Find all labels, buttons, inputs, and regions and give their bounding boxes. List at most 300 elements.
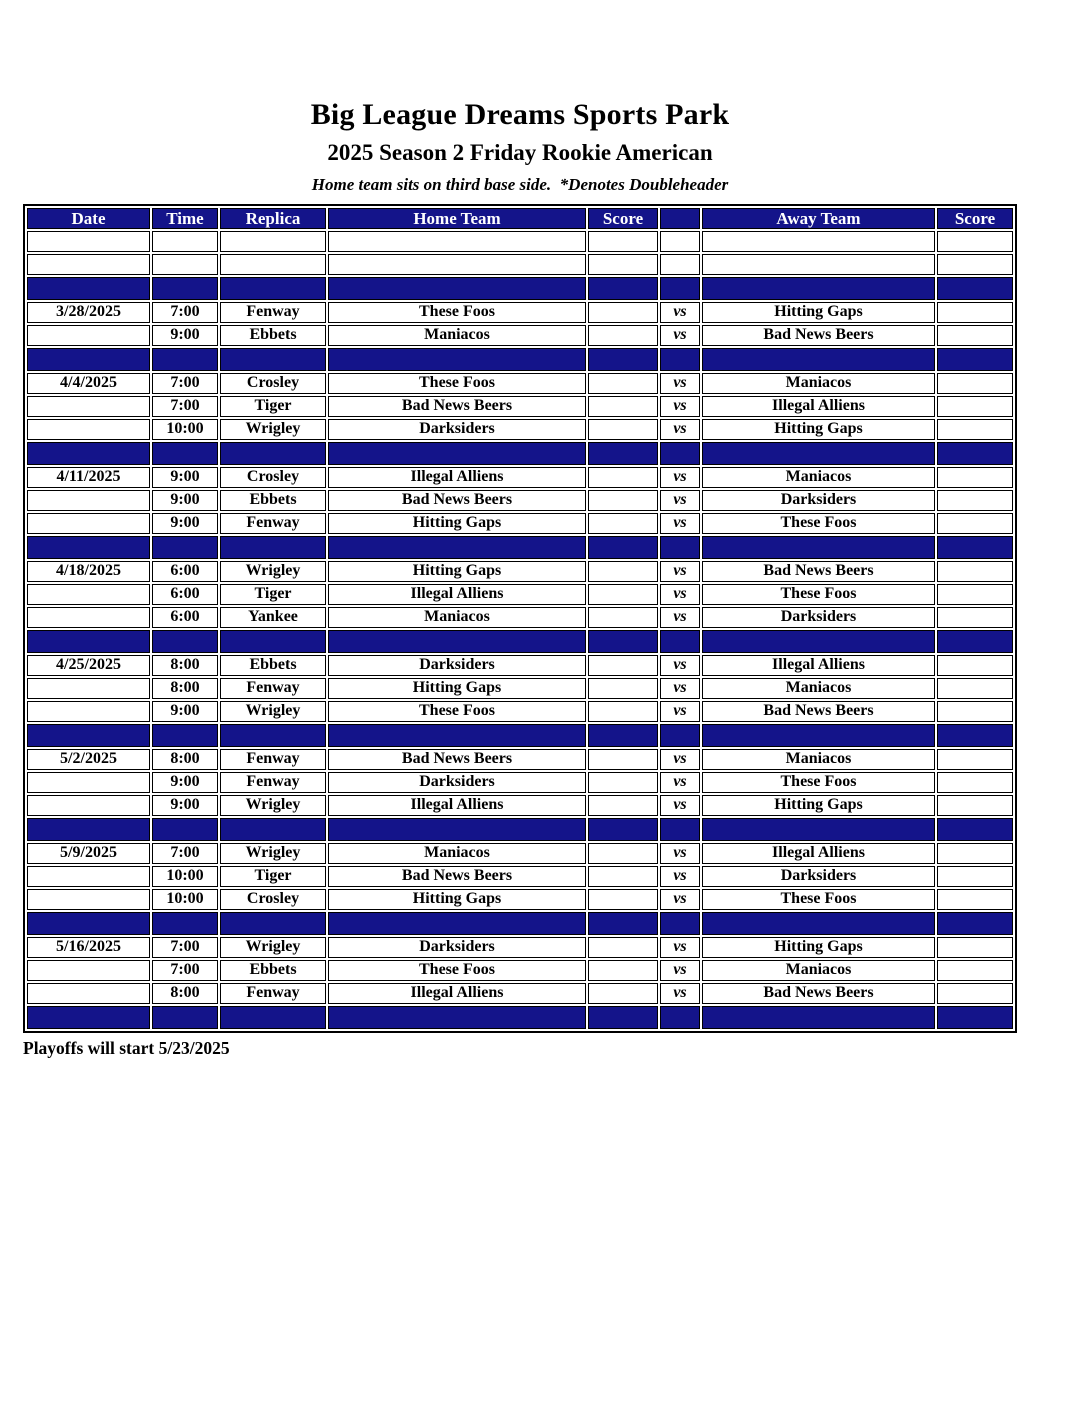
away-team-cell: Bad News Beers xyxy=(702,561,935,582)
date-cell: 4/18/2025 xyxy=(27,561,150,582)
away-score-cell xyxy=(937,442,1013,465)
col-header-vs xyxy=(660,208,700,229)
time-cell xyxy=(152,912,218,935)
home-team-cell: Illegal Alliens xyxy=(328,467,586,488)
vs-cell: vs xyxy=(660,960,700,981)
home-team-cell xyxy=(328,348,586,371)
away-team-cell xyxy=(702,818,935,841)
replica-cell: Fenway xyxy=(220,772,326,793)
home-team-cell: Bad News Beers xyxy=(328,866,586,887)
home-team-cell: Bad News Beers xyxy=(328,396,586,417)
away-score-cell xyxy=(937,630,1013,653)
vs-cell xyxy=(660,912,700,935)
replica-cell xyxy=(220,348,326,371)
home-score-cell xyxy=(588,1006,658,1029)
home-team-cell: Maniacos xyxy=(328,325,586,346)
time-cell: 8:00 xyxy=(152,983,218,1004)
col-header-time: Time xyxy=(152,208,218,229)
time-cell: 9:00 xyxy=(152,490,218,511)
vs-cell: vs xyxy=(660,467,700,488)
time-cell xyxy=(152,442,218,465)
replica-cell: Ebbets xyxy=(220,490,326,511)
home-score-cell xyxy=(588,630,658,653)
home-score-cell xyxy=(588,277,658,300)
away-team-cell xyxy=(702,724,935,747)
game-row xyxy=(27,467,1013,488)
replica-cell: Wrigley xyxy=(220,419,326,440)
home-team-cell: Darksiders xyxy=(328,937,586,958)
vs-cell: vs xyxy=(660,889,700,910)
time-cell: 9:00 xyxy=(152,701,218,722)
vs-cell xyxy=(660,277,700,300)
replica-cell: Yankee xyxy=(220,607,326,628)
col-header-away-score: Score xyxy=(937,208,1013,229)
away-score-cell xyxy=(937,912,1013,935)
separator-row xyxy=(27,630,1013,653)
away-score-cell xyxy=(937,960,1013,981)
time-cell: 9:00 xyxy=(152,795,218,816)
time-cell: 9:00 xyxy=(152,513,218,534)
game-row xyxy=(27,419,1013,440)
date-cell xyxy=(27,818,150,841)
home-score-cell xyxy=(588,467,658,488)
home-team-cell: Illegal Alliens xyxy=(328,983,586,1004)
replica-cell: Ebbets xyxy=(220,325,326,346)
col-header-away-team: Away Team xyxy=(702,208,935,229)
game-row xyxy=(27,513,1013,534)
home-score-cell xyxy=(588,302,658,323)
vs-cell: vs xyxy=(660,701,700,722)
replica-cell xyxy=(220,442,326,465)
time-cell: 10:00 xyxy=(152,419,218,440)
home-team-cell xyxy=(328,231,586,252)
away-team-cell: These Foos xyxy=(702,513,935,534)
game-row xyxy=(27,843,1013,864)
away-team-cell: Darksiders xyxy=(702,866,935,887)
vs-cell xyxy=(660,442,700,465)
replica-cell: Tiger xyxy=(220,396,326,417)
date-cell xyxy=(27,983,150,1004)
date-cell xyxy=(27,772,150,793)
vs-cell xyxy=(660,818,700,841)
replica-cell: Fenway xyxy=(220,983,326,1004)
game-row xyxy=(27,490,1013,511)
replica-cell: Crosley xyxy=(220,889,326,910)
page-subtitle: 2025 Season 2 Friday Rookie American xyxy=(327,140,713,165)
away-score-cell xyxy=(937,607,1013,628)
home-team-cell xyxy=(328,1006,586,1029)
away-team-cell: Illegal Alliens xyxy=(702,843,935,864)
away-score-cell xyxy=(937,277,1013,300)
away-team-cell xyxy=(702,442,935,465)
game-row xyxy=(27,302,1013,323)
date-cell xyxy=(27,912,150,935)
home-score-cell xyxy=(588,701,658,722)
away-score-cell xyxy=(937,983,1013,1004)
date-cell xyxy=(27,419,150,440)
date-cell xyxy=(27,630,150,653)
game-row xyxy=(27,373,1013,394)
replica-cell: Fenway xyxy=(220,302,326,323)
away-score-cell xyxy=(937,772,1013,793)
home-team-cell: Hitting Gaps xyxy=(328,561,586,582)
away-score-cell xyxy=(937,254,1013,275)
home-score-cell xyxy=(588,490,658,511)
vs-cell xyxy=(660,231,700,252)
time-cell xyxy=(152,277,218,300)
date-cell xyxy=(27,442,150,465)
home-score-cell xyxy=(588,843,658,864)
replica-cell: Fenway xyxy=(220,513,326,534)
vs-cell: vs xyxy=(660,419,700,440)
away-team-cell: Bad News Beers xyxy=(702,983,935,1004)
date-cell xyxy=(27,536,150,559)
home-score-cell xyxy=(588,960,658,981)
away-team-cell xyxy=(702,630,935,653)
col-header-replica: Replica xyxy=(220,208,326,229)
game-row xyxy=(27,561,1013,582)
away-team-cell: Maniacos xyxy=(702,467,935,488)
home-team-cell: Hitting Gaps xyxy=(328,678,586,699)
date-cell xyxy=(27,277,150,300)
away-team-cell xyxy=(702,231,935,252)
separator-row xyxy=(27,724,1013,747)
date-cell: 3/28/2025 xyxy=(27,302,150,323)
vs-cell: vs xyxy=(660,396,700,417)
replica-cell xyxy=(220,536,326,559)
replica-cell xyxy=(220,277,326,300)
vs-cell: vs xyxy=(660,584,700,605)
vs-cell: vs xyxy=(660,607,700,628)
home-team-cell: Hitting Gaps xyxy=(328,513,586,534)
home-score-cell xyxy=(588,772,658,793)
date-cell xyxy=(27,795,150,816)
vs-cell xyxy=(660,536,700,559)
time-cell: 9:00 xyxy=(152,325,218,346)
header-row xyxy=(27,208,1013,229)
blank-row xyxy=(27,254,1013,275)
home-team-cell xyxy=(328,630,586,653)
away-score-cell xyxy=(937,701,1013,722)
page-title: Big League Dreams Sports Park xyxy=(310,98,730,131)
vs-cell: vs xyxy=(660,373,700,394)
time-cell: 7:00 xyxy=(152,373,218,394)
time-cell xyxy=(152,231,218,252)
date-cell xyxy=(27,254,150,275)
away-score-cell xyxy=(937,724,1013,747)
away-score-cell xyxy=(937,795,1013,816)
replica-cell xyxy=(220,724,326,747)
footer-note: Playoffs will start 5/23/2025 xyxy=(23,1037,230,1058)
away-score-cell xyxy=(937,373,1013,394)
game-row xyxy=(27,960,1013,981)
time-cell xyxy=(152,348,218,371)
separator-row xyxy=(27,1006,1013,1029)
away-team-cell: Hitting Gaps xyxy=(702,419,935,440)
home-score-cell xyxy=(588,678,658,699)
replica-cell: Wrigley xyxy=(220,937,326,958)
away-team-cell: Darksiders xyxy=(702,490,935,511)
time-cell: 7:00 xyxy=(152,937,218,958)
home-team-cell: Darksiders xyxy=(328,419,586,440)
game-row xyxy=(27,655,1013,676)
vs-cell: vs xyxy=(660,678,700,699)
away-score-cell xyxy=(937,396,1013,417)
away-score-cell xyxy=(937,937,1013,958)
home-team-cell xyxy=(328,254,586,275)
home-score-cell xyxy=(588,254,658,275)
home-score-cell xyxy=(588,795,658,816)
away-score-cell xyxy=(937,348,1013,371)
replica-cell: Crosley xyxy=(220,467,326,488)
away-score-cell xyxy=(937,1006,1013,1029)
away-team-cell: Darksiders xyxy=(702,607,935,628)
vs-cell: vs xyxy=(660,937,700,958)
game-row xyxy=(27,325,1013,346)
home-score-cell xyxy=(588,983,658,1004)
away-team-cell: Bad News Beers xyxy=(702,325,935,346)
date-cell xyxy=(27,866,150,887)
date-cell xyxy=(27,724,150,747)
replica-cell xyxy=(220,630,326,653)
vs-cell: vs xyxy=(660,866,700,887)
date-cell: 5/16/2025 xyxy=(27,937,150,958)
away-score-cell xyxy=(937,419,1013,440)
game-row xyxy=(27,396,1013,417)
vs-cell xyxy=(660,724,700,747)
date-cell: 4/25/2025 xyxy=(27,655,150,676)
vs-cell xyxy=(660,1006,700,1029)
game-row xyxy=(27,678,1013,699)
time-cell: 7:00 xyxy=(152,960,218,981)
schedule-body xyxy=(27,231,1013,1029)
vs-cell: vs xyxy=(660,302,700,323)
vs-cell: vs xyxy=(660,513,700,534)
date-cell: 4/11/2025 xyxy=(27,467,150,488)
date-cell xyxy=(27,396,150,417)
away-score-cell xyxy=(937,561,1013,582)
date-cell: 4/4/2025 xyxy=(27,373,150,394)
separator-row xyxy=(27,348,1013,371)
game-row xyxy=(27,983,1013,1004)
home-team-cell: These Foos xyxy=(328,701,586,722)
date-cell xyxy=(27,1006,150,1029)
replica-cell xyxy=(220,818,326,841)
date-cell xyxy=(27,584,150,605)
away-team-cell: Maniacos xyxy=(702,960,935,981)
vs-cell: vs xyxy=(660,490,700,511)
date-cell xyxy=(27,678,150,699)
home-team-cell xyxy=(328,442,586,465)
home-team-cell: Illegal Alliens xyxy=(328,795,586,816)
home-score-cell xyxy=(588,419,658,440)
game-row xyxy=(27,937,1013,958)
home-score-cell xyxy=(588,442,658,465)
schedule-table xyxy=(23,204,1017,1033)
game-row xyxy=(27,607,1013,628)
home-score-cell xyxy=(588,231,658,252)
replica-cell: Fenway xyxy=(220,749,326,770)
home-score-cell xyxy=(588,607,658,628)
away-score-cell xyxy=(937,749,1013,770)
home-team-cell xyxy=(328,277,586,300)
game-row xyxy=(27,866,1013,887)
time-cell: 10:00 xyxy=(152,889,218,910)
vs-cell: vs xyxy=(660,843,700,864)
page xyxy=(23,0,1017,1058)
away-score-cell xyxy=(937,467,1013,488)
date-cell xyxy=(27,960,150,981)
vs-cell: vs xyxy=(660,655,700,676)
home-team-cell: These Foos xyxy=(328,960,586,981)
vs-cell xyxy=(660,630,700,653)
replica-cell xyxy=(220,254,326,275)
replica-cell xyxy=(220,231,326,252)
date-cell xyxy=(27,889,150,910)
replica-cell: Wrigley xyxy=(220,843,326,864)
away-score-cell xyxy=(937,536,1013,559)
away-score-cell xyxy=(937,655,1013,676)
game-row xyxy=(27,749,1013,770)
away-team-cell: Illegal Alliens xyxy=(702,655,935,676)
replica-cell: Ebbets xyxy=(220,655,326,676)
vs-cell xyxy=(660,254,700,275)
home-team-cell: These Foos xyxy=(328,373,586,394)
replica-cell: Tiger xyxy=(220,866,326,887)
time-cell: 7:00 xyxy=(152,843,218,864)
separator-row xyxy=(27,277,1013,300)
home-team-cell xyxy=(328,912,586,935)
col-header-home-team: Home Team xyxy=(328,208,586,229)
home-team-cell xyxy=(328,536,586,559)
home-score-cell xyxy=(588,912,658,935)
home-score-cell xyxy=(588,655,658,676)
replica-cell: Wrigley xyxy=(220,701,326,722)
home-score-cell xyxy=(588,536,658,559)
vs-cell: vs xyxy=(660,772,700,793)
replica-cell: Fenway xyxy=(220,678,326,699)
replica-cell xyxy=(220,912,326,935)
home-score-cell xyxy=(588,724,658,747)
home-score-cell xyxy=(588,396,658,417)
away-score-cell xyxy=(937,231,1013,252)
away-score-cell xyxy=(937,818,1013,841)
separator-row xyxy=(27,818,1013,841)
time-cell xyxy=(152,254,218,275)
home-score-cell xyxy=(588,373,658,394)
away-score-cell xyxy=(937,302,1013,323)
away-team-cell xyxy=(702,536,935,559)
date-cell xyxy=(27,490,150,511)
date-cell: 5/9/2025 xyxy=(27,843,150,864)
away-score-cell xyxy=(937,889,1013,910)
home-score-cell xyxy=(588,749,658,770)
blank-row xyxy=(27,231,1013,252)
home-score-cell xyxy=(588,513,658,534)
home-team-cell: Bad News Beers xyxy=(328,749,586,770)
home-team-cell: These Foos xyxy=(328,302,586,323)
home-score-cell xyxy=(588,348,658,371)
home-score-cell xyxy=(588,584,658,605)
time-cell: 7:00 xyxy=(152,302,218,323)
date-cell xyxy=(27,513,150,534)
replica-cell: Crosley xyxy=(220,373,326,394)
away-team-cell xyxy=(702,254,935,275)
time-cell: 10:00 xyxy=(152,866,218,887)
time-cell xyxy=(152,630,218,653)
away-team-cell: Maniacos xyxy=(702,373,935,394)
time-cell: 6:00 xyxy=(152,561,218,582)
home-score-cell xyxy=(588,937,658,958)
game-row xyxy=(27,889,1013,910)
away-score-cell xyxy=(937,866,1013,887)
separator-row xyxy=(27,442,1013,465)
vs-cell: vs xyxy=(660,795,700,816)
time-cell: 9:00 xyxy=(152,772,218,793)
away-team-cell: Illegal Alliens xyxy=(702,396,935,417)
col-header-home-score: Score xyxy=(588,208,658,229)
vs-cell: vs xyxy=(660,325,700,346)
away-team-cell xyxy=(702,348,935,371)
replica-cell xyxy=(220,1006,326,1029)
home-team-cell: Maniacos xyxy=(328,607,586,628)
game-row xyxy=(27,701,1013,722)
replica-cell: Wrigley xyxy=(220,795,326,816)
home-score-cell xyxy=(588,866,658,887)
home-team-cell: Maniacos xyxy=(328,843,586,864)
away-team-cell: Bad News Beers xyxy=(702,701,935,722)
home-team-cell: Hitting Gaps xyxy=(328,889,586,910)
replica-cell: Wrigley xyxy=(220,561,326,582)
date-cell: 5/2/2025 xyxy=(27,749,150,770)
time-cell: 6:00 xyxy=(152,584,218,605)
home-score-cell xyxy=(588,561,658,582)
replica-cell: Ebbets xyxy=(220,960,326,981)
away-team-cell xyxy=(702,912,935,935)
home-score-cell xyxy=(588,325,658,346)
away-team-cell: These Foos xyxy=(702,584,935,605)
vs-cell xyxy=(660,348,700,371)
away-team-cell: These Foos xyxy=(702,772,935,793)
away-team-cell: Hitting Gaps xyxy=(702,937,935,958)
away-team-cell: Maniacos xyxy=(702,749,935,770)
home-team-cell: Bad News Beers xyxy=(328,490,586,511)
time-cell xyxy=(152,724,218,747)
date-cell xyxy=(27,325,150,346)
time-cell xyxy=(152,536,218,559)
home-team-cell xyxy=(328,724,586,747)
away-score-cell xyxy=(937,490,1013,511)
home-team-cell: Darksiders xyxy=(328,772,586,793)
away-score-cell xyxy=(937,843,1013,864)
col-header-date: Date xyxy=(27,208,150,229)
date-cell xyxy=(27,701,150,722)
home-score-cell xyxy=(588,889,658,910)
time-cell: 9:00 xyxy=(152,467,218,488)
home-team-cell: Illegal Alliens xyxy=(328,584,586,605)
time-cell: 8:00 xyxy=(152,655,218,676)
away-score-cell xyxy=(937,513,1013,534)
away-team-cell: Hitting Gaps xyxy=(702,795,935,816)
date-cell xyxy=(27,348,150,371)
date-cell xyxy=(27,231,150,252)
time-cell: 8:00 xyxy=(152,678,218,699)
home-score-cell xyxy=(588,818,658,841)
away-score-cell xyxy=(937,584,1013,605)
away-team-cell: Hitting Gaps xyxy=(702,302,935,323)
game-row xyxy=(27,772,1013,793)
replica-cell: Tiger xyxy=(220,584,326,605)
